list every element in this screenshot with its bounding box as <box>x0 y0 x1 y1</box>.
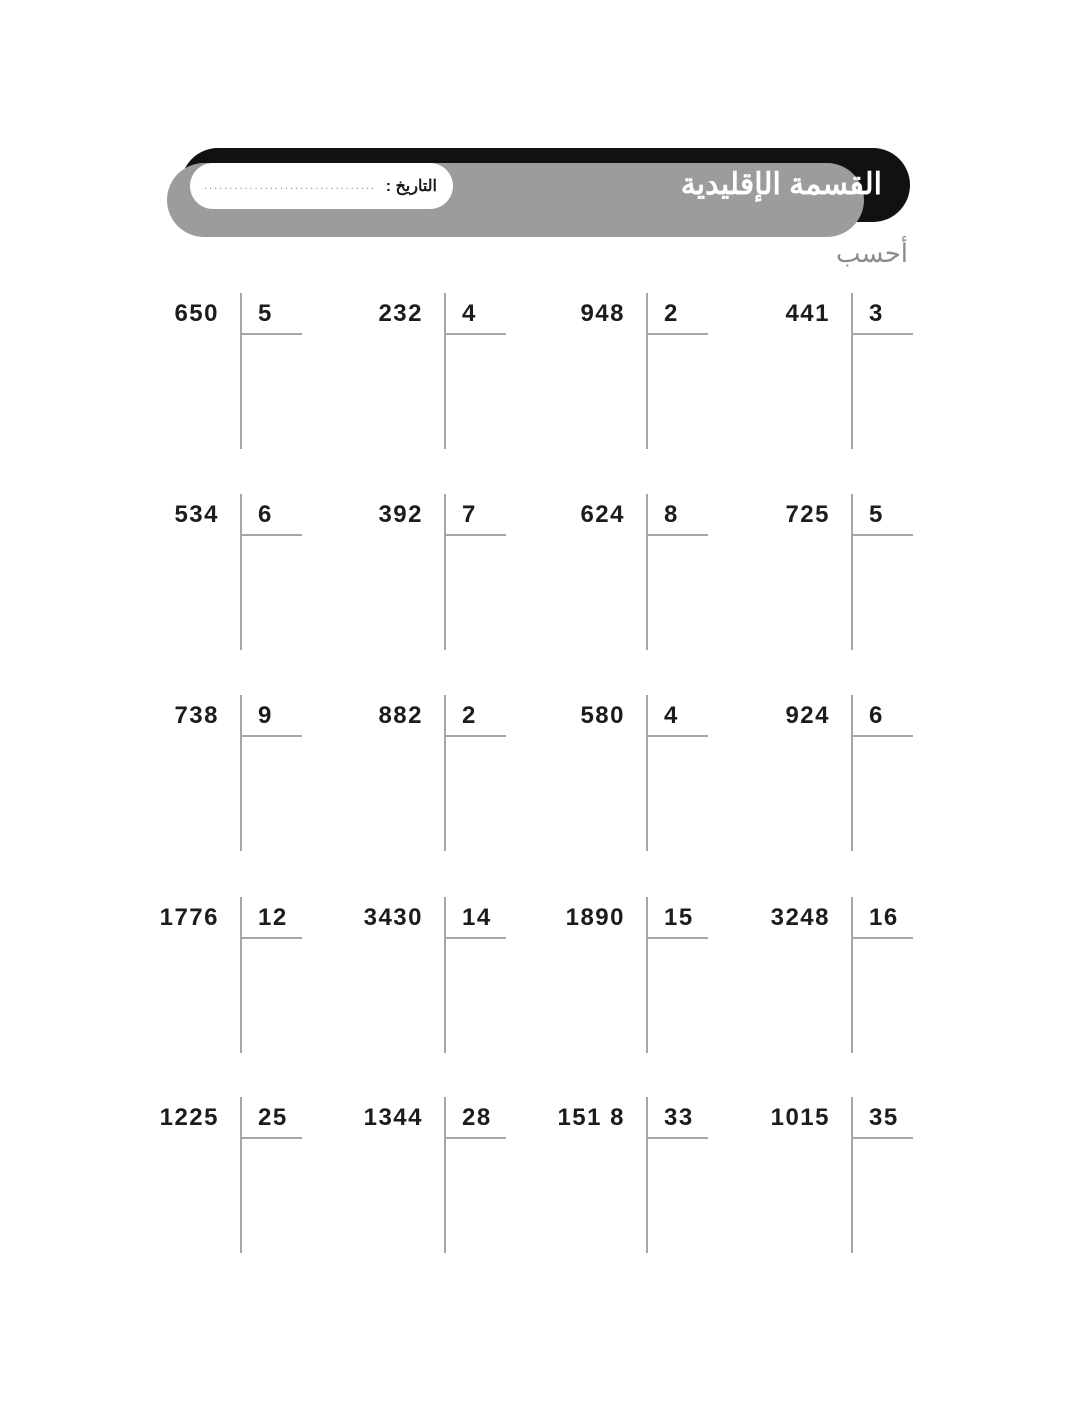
dividend: 3430 <box>363 904 423 931</box>
division-bracket <box>444 293 506 449</box>
divisor: 5 <box>853 494 913 536</box>
divisor: 2 <box>648 293 708 335</box>
division-bracket <box>240 293 302 449</box>
division-bracket <box>240 494 302 650</box>
division-bracket <box>444 494 506 650</box>
division-problem <box>735 695 913 851</box>
division-bracket <box>240 695 302 851</box>
division-problem <box>328 293 506 449</box>
division-problem <box>124 293 302 449</box>
divisor: 6 <box>242 494 302 536</box>
division-problem <box>530 897 708 1053</box>
date-dotted-line: .................................. <box>204 180 376 192</box>
dividend: 151 8 <box>557 1104 625 1131</box>
division-bracket <box>851 494 913 650</box>
division-problem <box>530 695 708 851</box>
division-bracket <box>444 695 506 851</box>
division-problem <box>735 897 913 1053</box>
division-problem <box>735 494 913 650</box>
division-bracket <box>646 494 708 650</box>
dividend: 1890 <box>565 904 625 931</box>
header-banner <box>181 148 910 222</box>
divisor: 25 <box>242 1097 302 1139</box>
dividend: 232 <box>378 300 423 327</box>
division-bracket <box>646 897 708 1053</box>
date-label: التاريخ : <box>385 178 437 195</box>
dividend: 650 <box>174 300 219 327</box>
dividend: 1776 <box>159 904 219 931</box>
division-bracket <box>646 293 708 449</box>
date-field <box>190 163 453 209</box>
dividend: 534 <box>174 501 219 528</box>
divisor: 15 <box>648 897 708 939</box>
dividend: 924 <box>785 702 830 729</box>
dividend: 580 <box>580 702 625 729</box>
divisor: 7 <box>446 494 506 536</box>
divisor: 8 <box>648 494 708 536</box>
divisor: 33 <box>648 1097 708 1139</box>
division-problem <box>328 897 506 1053</box>
dividend: 1344 <box>363 1104 423 1131</box>
dividend: 725 <box>785 501 830 528</box>
divisor: 3 <box>853 293 913 335</box>
division-problem <box>124 494 302 650</box>
divisor: 16 <box>853 897 913 939</box>
divisor: 9 <box>242 695 302 737</box>
divisor: 35 <box>853 1097 913 1139</box>
dividend: 1225 <box>159 1104 219 1131</box>
divisor: 4 <box>648 695 708 737</box>
dividend: 441 <box>785 300 830 327</box>
dividend: 624 <box>580 501 625 528</box>
divisor: 5 <box>242 293 302 335</box>
division-bracket <box>851 293 913 449</box>
divisor: 12 <box>242 897 302 939</box>
dividend: 738 <box>174 702 219 729</box>
division-bracket <box>851 695 913 851</box>
division-bracket <box>240 897 302 1053</box>
division-problem <box>530 1097 708 1253</box>
division-problem <box>530 293 708 449</box>
dividend: 1015 <box>770 1104 830 1131</box>
division-problem <box>328 494 506 650</box>
divisor: 2 <box>446 695 506 737</box>
page-title: القسمة الإقليدية <box>680 167 882 201</box>
division-problem <box>124 1097 302 1253</box>
dividend: 392 <box>378 501 423 528</box>
divisor: 6 <box>853 695 913 737</box>
division-problem <box>735 1097 913 1253</box>
dividend: 882 <box>378 702 423 729</box>
divisor: 14 <box>446 897 506 939</box>
division-bracket <box>851 897 913 1053</box>
division-bracket <box>444 897 506 1053</box>
instruction-text: أحسب <box>835 238 908 268</box>
divisor: 28 <box>446 1097 506 1139</box>
division-problem <box>530 494 708 650</box>
divisor: 4 <box>446 293 506 335</box>
division-problem <box>328 695 506 851</box>
division-bracket <box>851 1097 913 1253</box>
division-bracket <box>444 1097 506 1253</box>
division-problem <box>328 1097 506 1253</box>
dividend: 3248 <box>770 904 830 931</box>
division-problem <box>735 293 913 449</box>
division-bracket <box>240 1097 302 1253</box>
division-problem <box>124 695 302 851</box>
division-bracket <box>646 1097 708 1253</box>
division-bracket <box>646 695 708 851</box>
dividend: 948 <box>580 300 625 327</box>
division-problem <box>124 897 302 1053</box>
